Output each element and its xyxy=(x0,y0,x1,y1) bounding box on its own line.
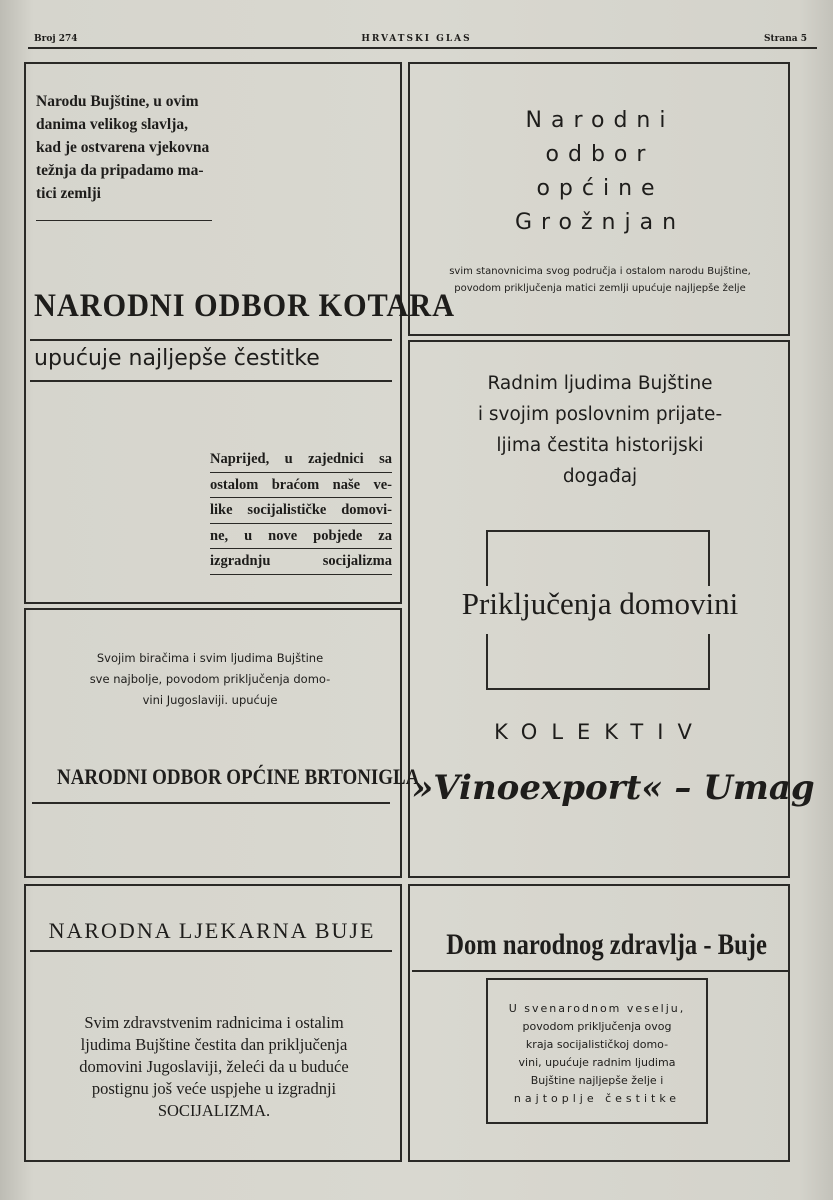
ad2-title xyxy=(412,104,788,240)
ad2-text xyxy=(412,263,788,297)
ad6-text-line: povodom priključenja ovog xyxy=(522,1020,672,1033)
issue-number: Broj 274 xyxy=(34,34,78,44)
ad1-rule-bottom xyxy=(30,380,392,382)
ad6-text-line: najtoplje čestitke xyxy=(513,1092,681,1105)
ad1-intro-line: danima velikog slavlja, xyxy=(36,116,189,133)
ad4-text-line: Svojim biračima i svim ljudima Bujštine xyxy=(96,651,324,665)
ad3-text-line: ljima čestita historijski xyxy=(496,435,704,456)
ad2-title-line: odbor xyxy=(545,142,655,167)
ad1-text-line: ostalom braćom naše ve- xyxy=(210,473,392,499)
ad1-text-line: Naprijed, u zajednici sa xyxy=(210,447,392,473)
ad2-text-line: povodom priključenja matici zemlji upućuje najljepše želje xyxy=(454,283,746,294)
newspaper-title: HRVATSKI GLAS xyxy=(361,34,472,44)
ad5-text-line: SOCIJALIZMA. xyxy=(157,1101,271,1120)
ad1-title: NARODNI ODBOR KOTARA xyxy=(34,288,455,324)
ad1-rule-top xyxy=(30,339,392,341)
ad6-text-line: U svenarodnom veselju, xyxy=(508,1002,686,1015)
ad5-text-line: Svim zdravstvenim radnicima i ostalim xyxy=(84,1013,344,1032)
ad2-title-line: općine xyxy=(536,176,664,201)
ad4-text xyxy=(60,648,360,711)
ad1-intro-line: tici zemlji xyxy=(36,185,101,202)
ad4-text-line: sve najbolje, povodom priključenja domo- xyxy=(89,672,331,686)
ad4-text-line: vini Jugoslaviji. upućuje xyxy=(142,693,278,707)
ad3-text-line: događaj xyxy=(562,466,638,487)
ad5-title: NARODNA LJEKARNA BUJE xyxy=(48,918,376,943)
page-number: Strana 5 xyxy=(763,34,807,44)
ad1-intro xyxy=(36,90,220,205)
ad3-brand: »Vinoexport« – Umag xyxy=(412,768,815,808)
ad1-intro-line: Narodu Bujštine, u ovim xyxy=(36,93,199,110)
ad1-text xyxy=(210,447,392,575)
ad3-text-line: Radnim ljudima Bujštine xyxy=(487,373,713,394)
ad5-text xyxy=(44,1012,384,1122)
ad3-text xyxy=(412,368,788,492)
ad3-event: Priključenja domovini xyxy=(461,586,739,621)
ad5-text-line: ljudima Bujštine čestita dan priključenja xyxy=(80,1035,348,1054)
ad3-text-line: i svojim poslovnim prijate- xyxy=(477,404,723,425)
ad4-title: NARODNI ODBOR OPĆINE BRTONIGLA xyxy=(57,764,420,789)
ad3-collective: KOLEKTIV xyxy=(494,720,706,744)
ad6-text xyxy=(490,1000,704,1108)
ad2-text-line: svim stanovnicima svog područja i ostalom narodu Bujštine, xyxy=(449,266,751,277)
ad3-frame-bottom xyxy=(486,634,710,690)
ad1-intro-line: težnja da pripadamo ma- xyxy=(36,162,204,179)
ad5-rule xyxy=(30,950,392,952)
ad6-title: Dom narodnog zdravlja - Buje xyxy=(446,928,767,961)
ad4-rule xyxy=(32,802,390,804)
ad1-text-line: like socijalističke domovi- xyxy=(210,498,392,524)
ad2-title-line: Grožnjan xyxy=(514,210,686,235)
ad5-text-line: postignu još veće uspjehe u izgradnji xyxy=(91,1079,337,1098)
ad6-text-line: Bujštine najljepše želje i xyxy=(530,1074,664,1087)
ad1-subtitle: upućuje najljepše čestitke xyxy=(34,346,320,371)
ad1-text-line: izgradnju socijalizma xyxy=(210,549,392,575)
ad5-text-line: domovini Jugoslaviji, želeći da u buduće xyxy=(79,1057,349,1076)
ad1-intro-line: kad je ostvarena vjekovna xyxy=(36,139,210,156)
ad6-rule xyxy=(412,970,788,972)
ad2-title-line: Narodni xyxy=(525,108,675,133)
ad1-text-line: ne, u nove pobjede za xyxy=(210,524,392,550)
header-rule xyxy=(28,47,817,49)
ad3-frame-top xyxy=(486,530,710,586)
ad1-intro-rule xyxy=(36,220,212,221)
ad6-text-line: kraja socijalističkoj domo- xyxy=(525,1038,669,1051)
ad6-text-line: vini, upućuje radnim ljudima xyxy=(518,1056,676,1069)
